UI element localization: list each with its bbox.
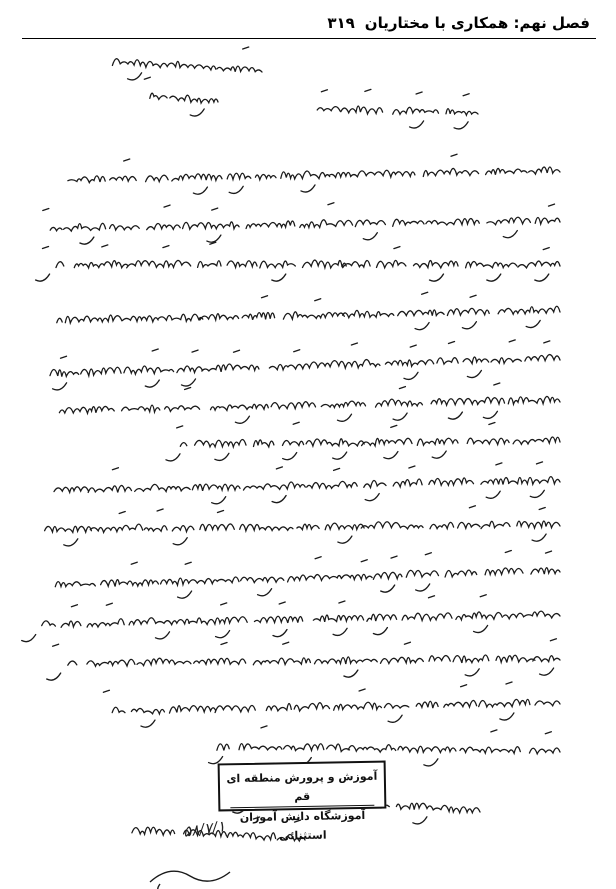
body-line-1	[68, 154, 560, 194]
body-line-6	[59, 383, 560, 423]
body-line-10	[55, 551, 560, 599]
body-line-8	[54, 462, 560, 504]
body-line-12	[47, 639, 560, 680]
addressee-line	[317, 89, 478, 129]
running-header	[22, 10, 596, 36]
header-rule	[22, 38, 596, 39]
letter-date-line	[144, 77, 218, 116]
body-line-9	[45, 506, 560, 546]
signature-flourish	[150, 871, 230, 889]
chapter-title: فصل نهم: همکاری با مختاریان	[364, 14, 590, 32]
body-line-3	[36, 242, 560, 281]
stamp-date: ۵۸/۷/۱	[181, 817, 227, 841]
body-line-7	[166, 422, 560, 461]
page-number: ۳۱۹	[327, 14, 355, 32]
letter-number-line	[112, 44, 262, 80]
body-line-5	[50, 340, 560, 390]
stamp-line-1: آموزش و پرورش منطقه ای قم	[226, 769, 378, 804]
body-line-11	[22, 595, 560, 642]
official-stamp	[218, 761, 387, 843]
stamp-line-2: آموزشگاه دانش آموزان استثنائی	[230, 805, 375, 847]
body-line-2	[43, 203, 560, 244]
body-line-13	[103, 682, 560, 727]
body-line-4	[57, 292, 560, 329]
